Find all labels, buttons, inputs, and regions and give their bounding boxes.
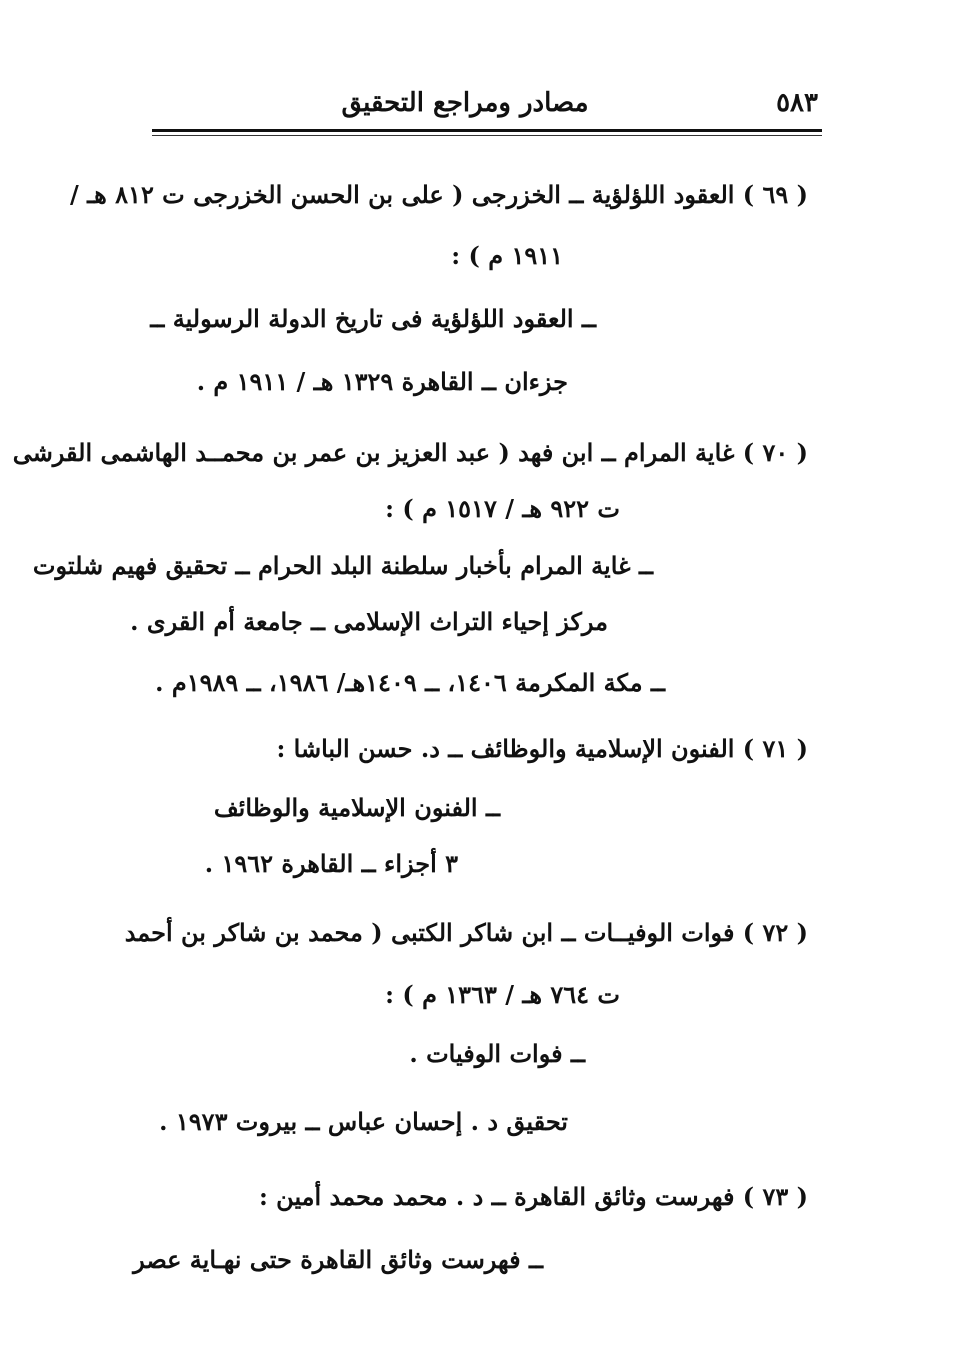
entry-72-date: ت ٧٦٤ هـ / ١٣٦٣ م ) : [385, 980, 620, 1009]
entry-73-title: ــ فهرست وثائق القاهرة حتى نهـاية عصر [133, 1245, 543, 1274]
entry-70-place-date: ــ مكة المكرمة ١٤٠٦، ــ ١٤٠٩هـ/ ١٩٨٦، ــ ١٩٨٩م . [155, 668, 665, 697]
entry-69-date: ١٩١١ م ) : [451, 241, 563, 270]
entry-72-heading: ( ٧٢ ) فوات الوفيــات ــ ابن شاكر الكتبى ( محمد بن شاكر بن أحمد [124, 918, 808, 947]
entry-69-title: ــ العقود اللؤلؤية فى تاريخ الدولة الرسولية ــ [150, 304, 596, 333]
entry-72-publication: تحقيق د . إحسان عباس ــ بيروت ١٩٧٣ . [159, 1107, 568, 1136]
running-header-title: مصادر ومراجع التحقيق [341, 88, 589, 118]
entry-73-heading: ( ٧٣ ) فهرست وثائق القاهرة ــ د . محمد محمد أمين : [258, 1182, 808, 1211]
entry-70-title: ــ غاية المرام بأخبار سلطنة البلد الحرام ــ تحقيق فهيم شلتوت [32, 551, 653, 580]
header-rule [152, 129, 822, 132]
entry-70-publisher: مركز إحياء التراث الإسلامى ــ جامعة أم القرى . [130, 607, 608, 636]
entry-70-heading: ( ٧٠ ) غاية المرام ــ ابن فهد ( عبد العزيز بن عمر بن محمــد الهاشمى القرشى [12, 438, 808, 467]
entry-69-publication: جزءان ــ القاهرة ١٣٢٩ هـ / ١٩١١ م . [196, 367, 568, 396]
entry-70-date: ت ٩٢٢ هـ / ١٥١٧ م ) : [385, 494, 620, 523]
entry-71-heading: ( ٧١ ) الفنون الإسلامية والوظائف ــ د. حسن الباشا : [276, 734, 808, 763]
entry-72-title: ــ فوات الوفيات . [409, 1039, 585, 1068]
entry-69-heading: ( ٦٩ ) العقود اللؤلؤية ــ الخزرجى ( على بن الحسن الخزرجى ت ٨١٢ هـ / [69, 180, 808, 209]
entry-71-title: ــ الفنون الإسلامية والوظائف [213, 793, 500, 822]
header-rule-thin [152, 135, 822, 136]
page-number: ٥٨٣ [776, 88, 818, 118]
entry-71-publication: ٣ أجزاء ــ القاهرة ١٩٦٢ . [204, 849, 458, 878]
